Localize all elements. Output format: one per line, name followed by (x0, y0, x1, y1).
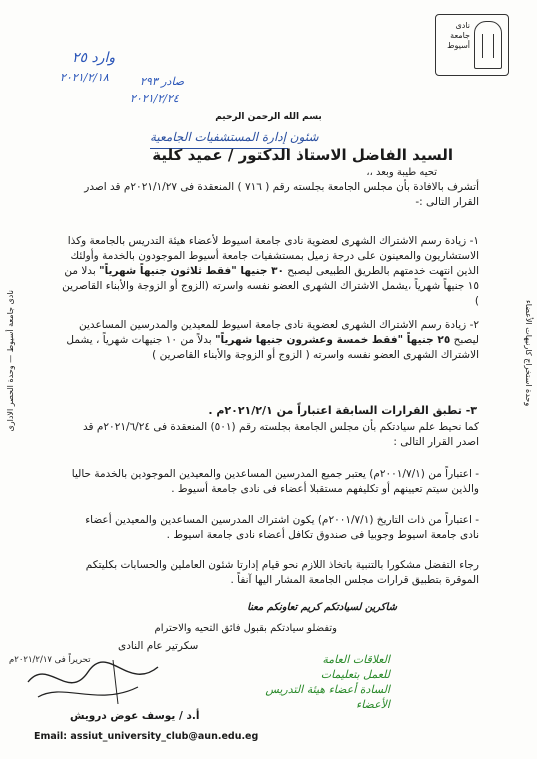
addressee: السيد الفاضل الاستاذ الدكتور / عميد كلية (152, 146, 453, 164)
club-logo (435, 14, 509, 76)
issue-date: تحريراً فى ٢٠٢١/٢/١٧م (9, 655, 91, 665)
item2-amount: ٢٥ جنيهاً "فقط خمسة وعشرون جنيها شهرياً" (215, 334, 451, 346)
outgoing-number: صادر ٢٩٣ (140, 75, 185, 88)
left-margin-label: نادى جامعة أسيوط — وحدة الحصر الادارى (6, 290, 15, 432)
club-email: Email: assiut_university_club@aun.edu.eg (34, 731, 259, 742)
item2-text-a: ٢- زيادة رسم الاشتراك الشهرى لعضوية نادى جامعة اسيوط للمعيدين والمدرسين المساعدين ليصبح (79, 319, 479, 346)
second-decision-bullet-2: - اعتباراً من ذات التاريخ (٢٠٠١/٧/١م) يكون اشتراك المدرسين المساعدين والمعيدين أعضاء نادى جامعة اسيوط وجوبيا فى صندوق تكافل أعضاء نادى جامعة اسيوط . (85, 514, 479, 541)
incoming-number: وارد ٢٥ (72, 50, 116, 66)
greeting: تحيه طيبة وبعد ،، (366, 167, 437, 178)
item1-amount: ٣٠ جنيها "فقط ثلاثون جنيهاً شهرياً" (99, 265, 284, 277)
incoming-date: ٢٠٢١/٢/١٨ (60, 71, 109, 84)
signer-name: أ.د / يوسف عوض درويش (70, 710, 200, 722)
decision-item-1 (59, 234, 479, 309)
regards-line: وتفضلو سيادتكم بقبول فائق التحيه والاحترام (154, 623, 337, 634)
second-decision-intro: كما نحيط علم سيادتكم بأن مجلس الجامعة بجلسته رقم (٥٠١) المنعقدة فى ٢٠٢١/٦/٢٤م قد اصدر القرار التالى : (83, 421, 479, 448)
signature (18, 652, 173, 712)
request-paragraph: رجاء التفضل مشكورا بالتنبية باتخاذ اللازم نحو قيام إدارتا شئون العاملين والحسابات بكليتكم الموقرة بتطبيق قرارات مجلس الجامعة المشار اليها آنفاً . (85, 559, 479, 586)
club-name: نادى جامعة أسيوط (447, 21, 470, 50)
item1-text-b: بدلا من ١٥ جنيهاً شهرياً ،يشمل الاشتراك الشهرى العضو نفسه واسرته (الزوج أو الزوجة والأبناء القاصرين ) (62, 265, 479, 307)
item2-text-b: بدلاً من ١٠ جنيهات شهرياً ، يشمل الاشتراك الشهرى العضو نفسه واسرته ( الزوج أو الزوجة والأبناء القاصرين ) (66, 334, 479, 361)
approval-line-4: الأعضاء (356, 698, 390, 711)
decision-item-3: ٣- تطبق القرارات السابقة اعتباراً من ٢٠٢١/٢/١م . (208, 404, 477, 417)
secretary-title: سكرتير عام النادى (118, 640, 199, 652)
approval-note (220, 652, 390, 712)
closing-line: شاكرين لسيادتكم كريم تعاونكم معنا (247, 602, 397, 613)
decision-item-2 (59, 318, 479, 363)
intro-paragraph: أتشرف بالافادة بأن مجلس الجامعة بجلسته رقم ( ٧١٦ ) المنعقدة فى ٢٠٢١/١/٢٧م قد اصدر القرار التالى :- (84, 181, 479, 208)
second-decision-bullet-1: - اعتباراً من (٢٠٠١/٧/١م) يعتبر جميع المدرسين المساعدين والمعيدين الموجودين بالخدمة حاليا والذين سيتم تعيينهم أو تكليفهم مستقبلا أعضاء فى نادى جامعة أسيوط . (71, 468, 479, 495)
right-margin-label: وحدة استخراج كارنيهات الأعضاء (524, 300, 533, 407)
approval-line-1: العلاقات العامة (322, 653, 390, 666)
approval-line-2: للعمل بتعليمات (320, 668, 390, 681)
outgoing-date: ٢٠٢١/٢/٢٤ (130, 92, 179, 105)
basmala: بسم الله الرحمن الرحيم (215, 112, 322, 122)
recipient-note: شئون إدارة المستشفيات الجامعية (150, 130, 319, 144)
tower-icon (474, 21, 502, 69)
approval-line-3: السادة أعضاء هيئة التدريس (265, 683, 390, 696)
item1-text-a: ١- زيادة رسم الاشتراك الشهرى لعضوية نادى جامعة اسيوط لأعضاء هيئة التدريس بالجامعة وكذا الاستشاريون والمعينون على درجة زميل بمستشفيات جامعة أسيوط الموجودون بالخدمة وأولئك الذين انتهت خدمتهم بالطريق الطبيعى ليصبح (67, 235, 479, 277)
